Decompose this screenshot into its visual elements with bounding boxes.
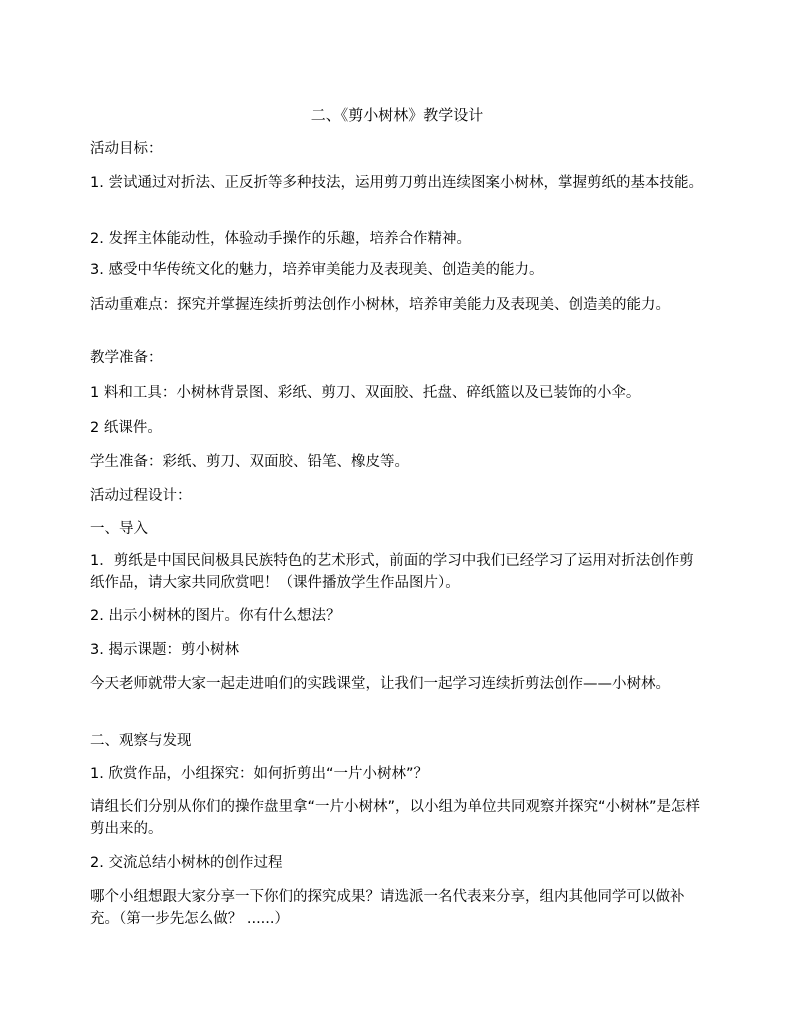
- objective-item-3: 3. 感受中华传统文化的魅力，培养审美能力及表现美、创造美的能力。: [90, 262, 544, 278]
- objective-item-2: 2. 发挥主体能动性，体验动手操作的乐趣，培养合作精神。: [90, 231, 471, 247]
- observation-sharing: 哪个小组想跟大家分享一下你们的探究成果？请选派一名代表来分享，组内其他同学可以做补充。（第一步先怎么做？ ......）: [90, 889, 685, 927]
- observation-instruction: 请组长们分别从你们的操作盘里拿“一片小树林”，以小组为单位共同观察并探究“小树林”是怎样剪出来的。: [90, 799, 701, 837]
- student-preparation: 学生准备：彩纸、剪刀、双面胶、铅笔、橡皮等。: [90, 454, 409, 470]
- introduction-item-2: 2. 出示小树林的图片。你有什么想法？: [90, 608, 341, 624]
- introduction-item-1: 1．剪纸是中国民间极具民族特色的艺术形式，前面的学习中我们已经学习了运用对折法创作剪纸作品，请大家共同欣赏吧！（课件播放学生作品图片）。: [90, 553, 694, 591]
- observation-item-2: 2. 交流总结小树林的创作过程: [90, 855, 283, 871]
- introduction-speech: 今天老师就带大家一起走进咱们的实践课堂，让我们一起学习连续折剪法创作——小树林。: [90, 676, 670, 692]
- observation-item-1: 1. 欣赏作品，小组探究：如何折剪出“一片小树林”？: [90, 766, 428, 782]
- introduction-item-3: 3. 揭示课题：剪小树林: [90, 642, 239, 658]
- heading-process: 活动过程设计：: [90, 488, 192, 504]
- section-observation: 二、观察与发现: [90, 733, 192, 749]
- heading-objectives: 活动目标：: [90, 141, 163, 157]
- objective-item-1: 1. 尝试通过对折法、正反折等多种技法，运用剪刀剪出连续图案小树林，掌握剪纸的基本技能。: [90, 175, 703, 191]
- preparation-item-1: 1 料和工具：小树林背景图、彩纸、剪刀、双面胶、托盘、碎纸篮以及已装饰的小伞。: [90, 385, 641, 401]
- section-introduction: 一、导入: [90, 521, 148, 537]
- key-difficulties: 活动重难点：探究并掌握连续折剪法创作小树林，培养审美能力及表现美、创造美的能力。: [90, 297, 670, 313]
- heading-preparation: 教学准备：: [90, 350, 163, 366]
- preparation-item-2: 2 纸课件。: [90, 420, 162, 436]
- document-title: 二、《剪小树林》教学设计: [310, 106, 484, 124]
